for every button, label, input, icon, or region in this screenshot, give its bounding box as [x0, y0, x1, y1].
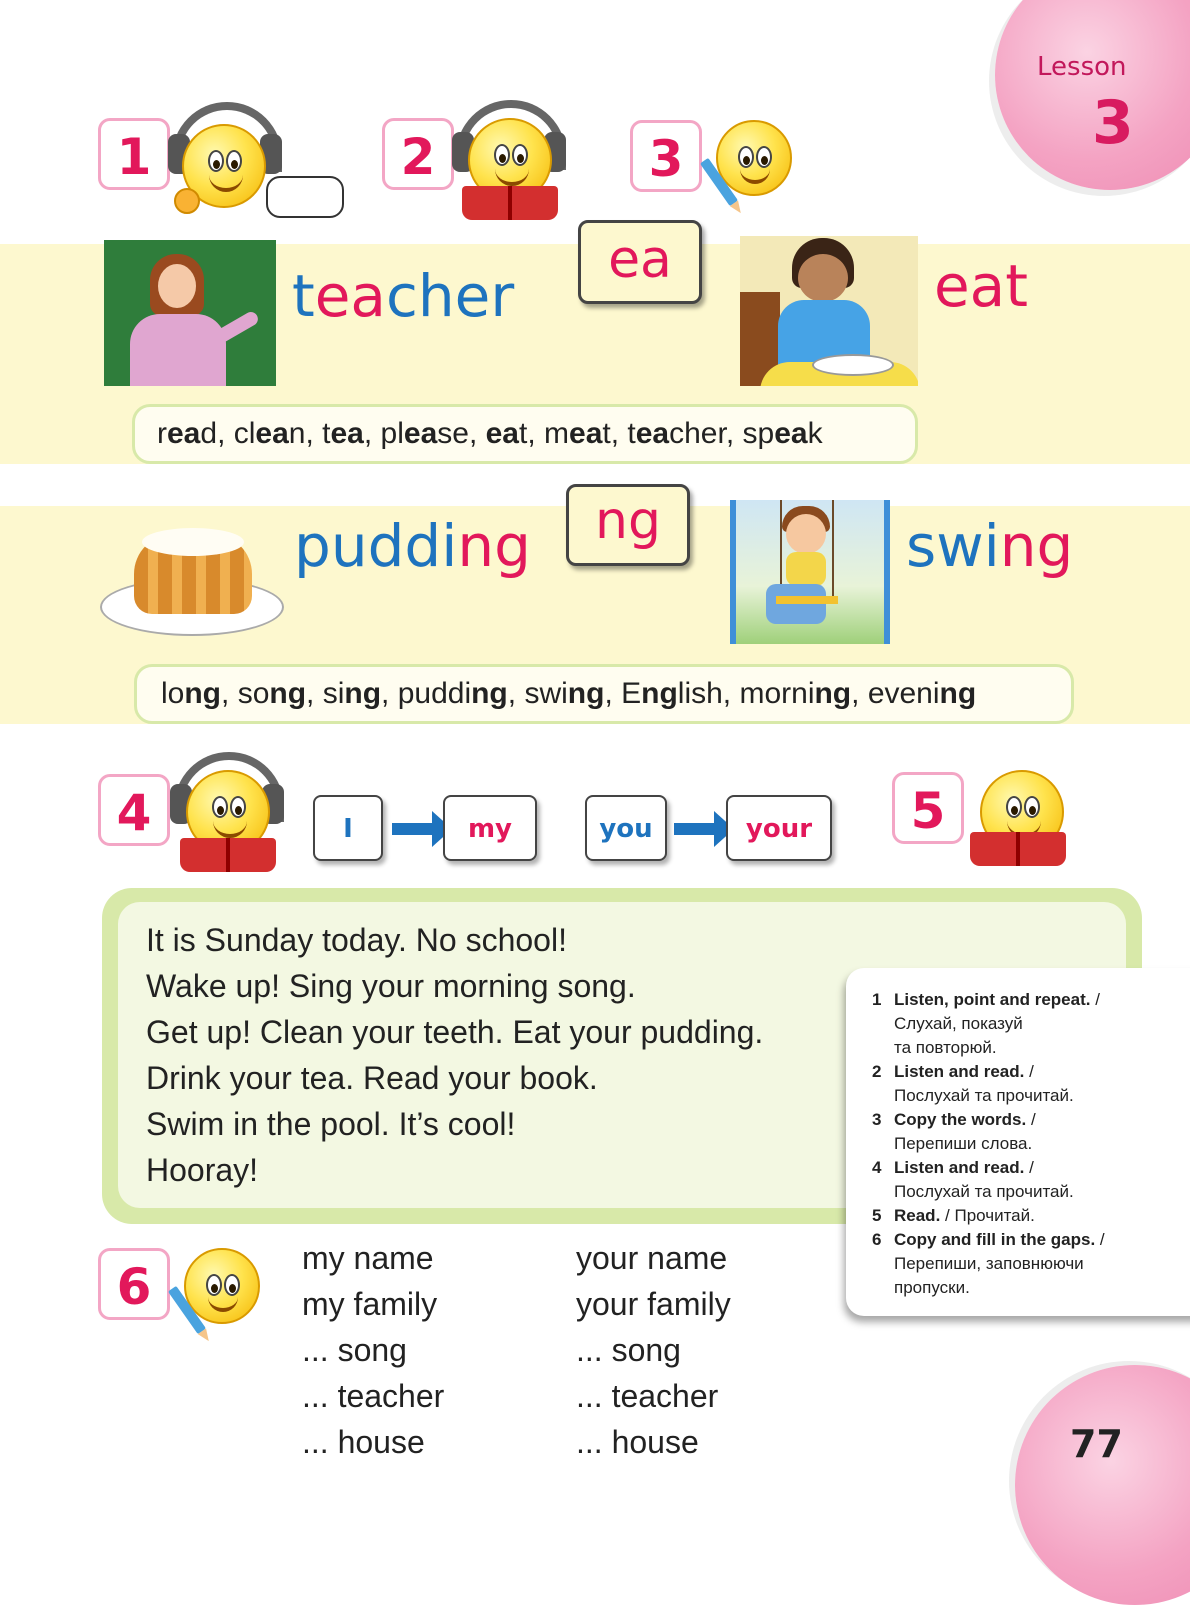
gap-item: ... teacher — [302, 1378, 445, 1414]
book-smiley-icon — [452, 100, 572, 224]
gap-item: my name — [302, 1240, 434, 1276]
lesson-label: Lesson — [1037, 52, 1127, 82]
reading-line: Swim in the pool. It’s cool! — [146, 1106, 516, 1142]
teacher-picture — [104, 240, 276, 386]
exercise-number-3: 3 — [630, 120, 702, 192]
arrow-right-icon — [392, 823, 436, 835]
word-swing: swing — [906, 512, 1074, 580]
speech-bubble — [266, 176, 344, 218]
digraph-ng-card: ng — [566, 484, 690, 566]
gap-item: your name — [576, 1240, 728, 1276]
lesson-number: 3 — [1092, 88, 1134, 158]
gap-item: my family — [302, 1286, 438, 1322]
book-smiley-icon — [170, 752, 290, 876]
book-smiley-icon — [964, 766, 1074, 876]
gap-item: ... song — [576, 1332, 681, 1368]
reading-line: Get up! Clean your teeth. Eat your pudding. — [146, 1014, 764, 1050]
reading-line: Wake up! Sing your morning song. — [146, 968, 636, 1004]
word-pudding: pudding — [294, 512, 531, 580]
pronoun-your-card: your — [726, 795, 832, 861]
reading-line: Hooray! — [146, 1152, 259, 1188]
ng-word-list: long, song, sing, pudding, swing, English, morning, evening — [134, 664, 1074, 724]
gap-item: your family — [576, 1286, 731, 1322]
gap-item: ... song — [302, 1332, 407, 1368]
word-teacher: teacher — [292, 262, 515, 330]
ea-word-list: read, clean, tea, please, eat, meat, teacher, speak — [132, 404, 918, 464]
gap-item: ... teacher — [576, 1378, 719, 1414]
exercise-number-6: 6 — [98, 1248, 170, 1320]
pronoun-you-card: you — [585, 795, 667, 861]
page-number: 77 — [1070, 1422, 1123, 1466]
exercise-number-4: 4 — [98, 774, 170, 846]
digraph-ea-card: ea — [578, 220, 702, 304]
girl-on-swing-picture — [730, 500, 890, 644]
exercise-number-2: 2 — [382, 118, 454, 190]
gap-item: ... house — [302, 1424, 425, 1460]
word-eat: eat — [934, 252, 1028, 320]
pronoun-i-card: I — [313, 795, 383, 861]
boy-eating-picture — [740, 236, 918, 386]
page-number-badge — [1015, 1365, 1190, 1605]
gap-item: ... house — [576, 1424, 699, 1460]
exercise-number-5: 5 — [892, 772, 964, 844]
pencil-smiley-icon — [700, 116, 800, 220]
pencil-smiley-icon — [168, 1244, 268, 1348]
pronoun-my-card: my — [443, 795, 537, 861]
reading-line: Drink your tea. Read your book. — [146, 1060, 598, 1096]
arrow-right-icon — [674, 823, 718, 835]
pudding-picture — [100, 520, 286, 640]
exercise-number-1: 1 — [98, 118, 170, 190]
reading-line: It is Sunday today. No school! — [146, 922, 567, 958]
